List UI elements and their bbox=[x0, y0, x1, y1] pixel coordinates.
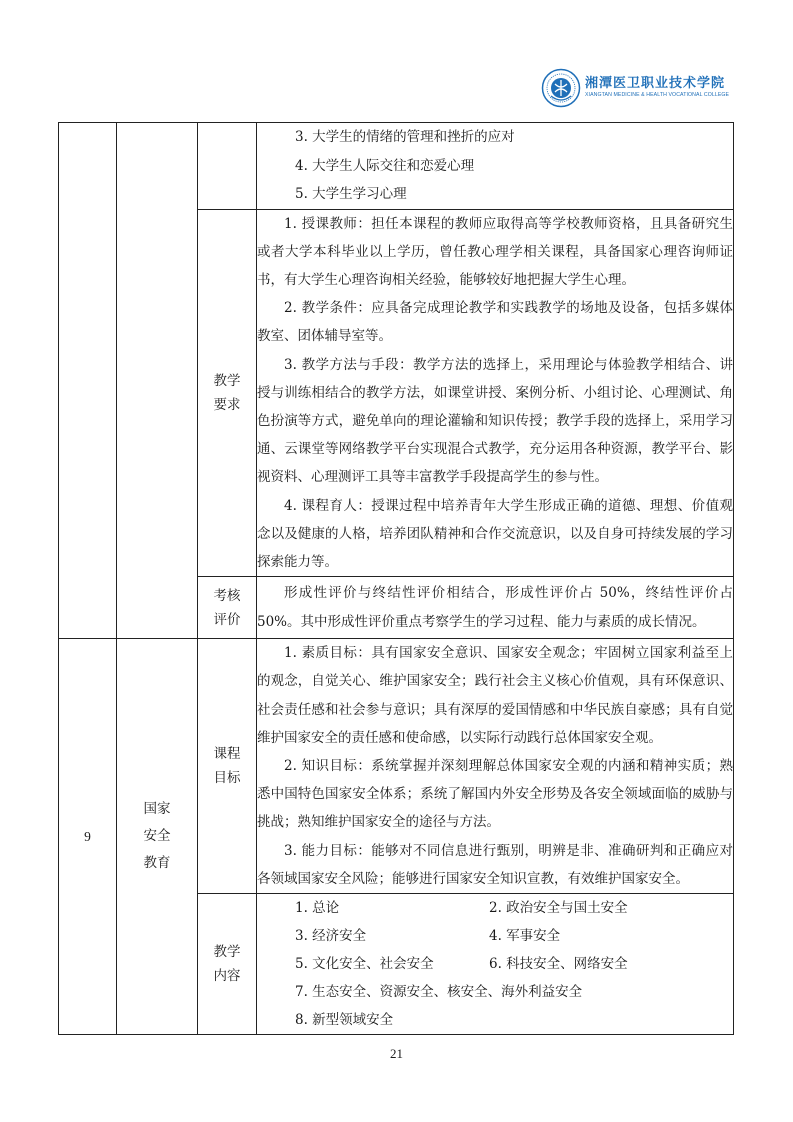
label-text: 内容 bbox=[213, 967, 241, 984]
course-name-text: 教育 bbox=[143, 855, 171, 872]
course-number: 9 bbox=[84, 828, 91, 844]
paragraph: 1. 授课教师：担任本课程的教师应取得高等学校教师资格，且具备研究生或者大学本科毕业以上学历，曾任教心理学相关课程，具备国家心理咨询师证书，有大学生心理咨询相关经验，能够较好地把握大学生心理。 bbox=[257, 215, 733, 288]
category-label-cell bbox=[198, 123, 257, 210]
label-text: 课程 bbox=[213, 746, 241, 763]
paragraph: 4. 课程育人：授课过程中培养青年大学生形成正确的道德、理想、价值观念以及健康的人格，培养团队精神和合作交流意识，以及自身可持续发展的学习探索能力等。 bbox=[257, 497, 733, 570]
list-item: 1. 总论 bbox=[295, 899, 340, 916]
paragraph: 1. 素质目标：具有国家安全意识、国家安全观念；牢固树立国家利益至上的观念，自觉关心、维护国家安全；践行社会主义核心价值观，具有环保意识、社会责任感和社会参与意识；具有深厚的爱国情感和中华民族自豪感；具有自觉维护国家安全的责任感和使命感，以实际行动践行总体国家安全观。 bbox=[257, 645, 733, 746]
course-name-cell bbox=[117, 639, 198, 1035]
label-text: 教学 bbox=[213, 372, 241, 389]
paragraph: 形成性评价与终结性评价相结合，形成性评价占 50%，终结性评价占 50%。其中形成性评价重点考察学生的学习过程、能力与素质的成长情况。 bbox=[257, 585, 733, 630]
college-name-en: XIANGTAN MEDICINE & HEALTH VOCATIONAL COLLEGE bbox=[585, 92, 730, 98]
list-item: 8. 新型领域安全 bbox=[295, 1011, 394, 1028]
college-emblem-icon bbox=[541, 68, 581, 108]
course-number-cell bbox=[59, 639, 117, 1035]
paragraph: 3. 能力目标：能够对不同信息进行甄别，明辨是非、准确研判和正确应对各领域国家安全风险；能够进行国家安全知识宣教，有效维护国家安全。 bbox=[257, 842, 733, 887]
list-item: 7. 生态安全、资源安全、核安全、海外利益安全 bbox=[295, 983, 583, 1000]
content-list bbox=[271, 894, 733, 1034]
category-label-cell bbox=[198, 209, 257, 577]
course-name-text: 安全 bbox=[143, 828, 171, 845]
category-label-cell bbox=[198, 577, 257, 639]
list-item: 5. 文化安全、社会安全 bbox=[295, 955, 434, 972]
page-number: 21 bbox=[390, 1046, 403, 1061]
curriculum-table bbox=[58, 122, 734, 1035]
category-label-cell bbox=[198, 893, 257, 1034]
list-item: 6. 科技安全、网络安全 bbox=[489, 955, 628, 972]
list-item: 3. 经济安全 bbox=[295, 927, 367, 944]
course-objectives-cell bbox=[257, 639, 734, 894]
label-text: 教学 bbox=[213, 943, 241, 960]
label-text: 评价 bbox=[213, 611, 241, 628]
label-text: 要求 bbox=[213, 396, 241, 413]
course-name-cell bbox=[117, 123, 198, 639]
paragraph: 2. 知识目标：系统掌握并深刻理解总体国家安全观的内涵和精神实质；熟悉中国特色国家安全体系；系统了解国内外安全形势及各安全领域面临的威胁与挑战；熟知维护国家安全的途径与方法。 bbox=[257, 757, 733, 831]
list-item: 4. 大学生人际交往和恋爱心理 bbox=[295, 157, 475, 174]
course-number-cell bbox=[59, 123, 117, 639]
list-item: 2. 政治安全与国土安全 bbox=[489, 899, 628, 916]
table-row bbox=[59, 639, 734, 894]
list-item: 5. 大学生学习心理 bbox=[295, 186, 407, 202]
list-item: 3. 大学生的情绪的管理和挫折的应对 bbox=[295, 129, 515, 145]
list-item: 4. 军事安全 bbox=[489, 927, 561, 944]
teaching-requirements-cell bbox=[257, 209, 734, 577]
category-label-cell bbox=[198, 639, 257, 894]
teaching-content-cell bbox=[257, 893, 734, 1034]
table-row bbox=[59, 123, 734, 210]
assessment-cell bbox=[257, 577, 734, 639]
college-name: 湘潭医卫职业技术学院 bbox=[585, 76, 726, 91]
label-text: 目标 bbox=[213, 770, 241, 787]
college-logo bbox=[541, 68, 741, 108]
paragraph: 2. 教学条件：应具备完成理论教学和实践教学的场地及设备，包括多媒体教室、团体辅导室等。 bbox=[257, 300, 733, 345]
paragraph: 3. 教学方法与手段：教学方法的选择上，采用理论与体验教学相结合、讲授与训练相结合的教学方法，如课堂讲授、案例分析、小组讨论、心理测试、角色扮演等方式，避免单向的理论灌输和知识传授；教学手段的选择上，采用学习通、云课堂等网络教学平台实现混合式教学，充分运用各种资源，教学平台、影视资料、心理测评工具等丰富教学手段提高学生的参与性。 bbox=[257, 356, 733, 486]
course-name-text: 国家 bbox=[143, 801, 171, 818]
label-text: 考核 bbox=[213, 587, 241, 604]
teaching-content-cell bbox=[257, 123, 734, 210]
